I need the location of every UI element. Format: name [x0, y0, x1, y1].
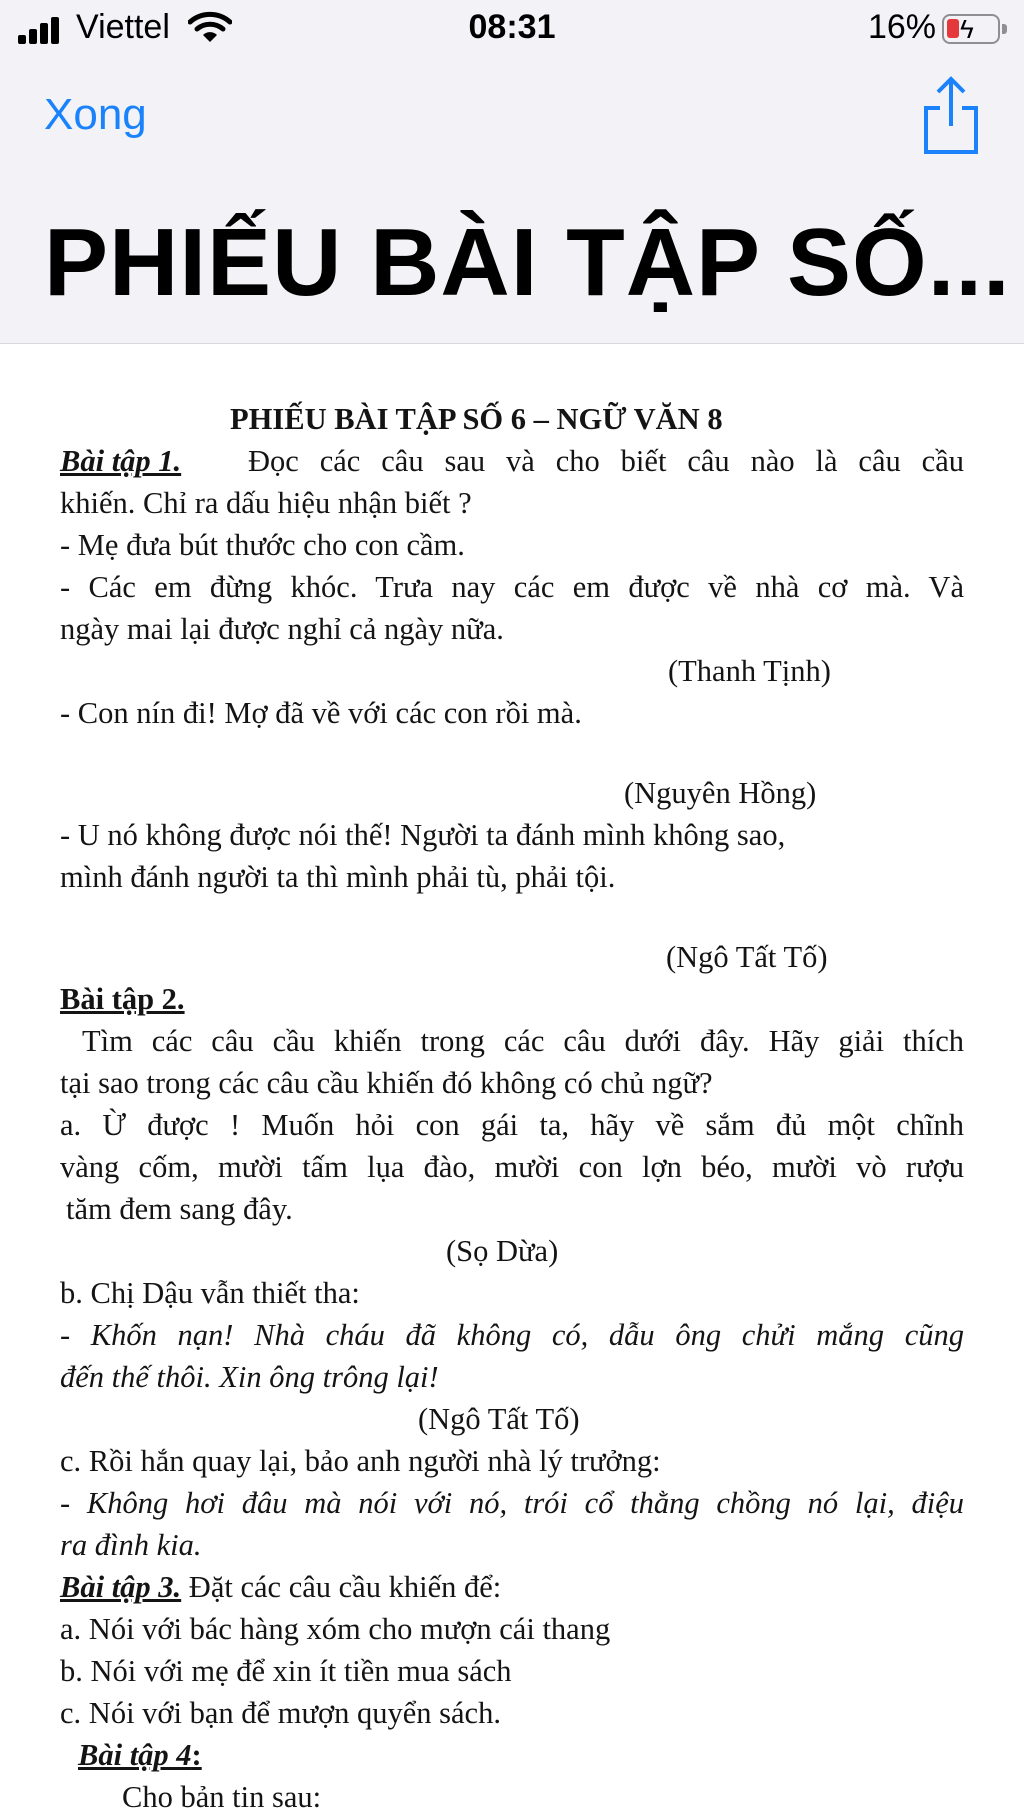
- status-time: 08:31: [468, 8, 556, 46]
- exercise-1-prompt: Đọc các câu sau và cho biết câu nào là câu cầu: [248, 444, 964, 478]
- done-button[interactable]: Xong: [44, 90, 147, 139]
- source-citation: (Ngô Tất Tố): [418, 1402, 580, 1436]
- source-citation: (Sọ Dừa): [446, 1234, 559, 1268]
- exercise-2-quote-cont: ra đình kia.: [60, 1528, 202, 1562]
- exercise-3-label: Bài tập 3.: [60, 1570, 182, 1604]
- source-citation: (Nguyên Hồng): [624, 776, 817, 810]
- worksheet-title: PHIẾU BÀI TẬP SỐ 6 – NGỮ VĂN 8: [230, 402, 723, 436]
- battery-charging-icon: ϟ: [942, 14, 1000, 44]
- exercise-4-prompt: Cho bản tin sau:: [122, 1780, 322, 1814]
- exercise-2-item-a-cont: vàng cốm, mười tấm lụa đào, mười con lợn béo, mười vò rượu: [60, 1150, 964, 1184]
- exercise-2-quote-cont: đến thế thôi. Xin ông trông lại!: [60, 1360, 439, 1394]
- exercise-2-prompt-cont: tại sao trong các câu cầu khiến đó không có chủ ngữ?: [60, 1066, 713, 1100]
- status-bar: [0, 0, 1024, 60]
- exercise-2-item-c: c. Rồi hắn quay lại, bảo anh người nhà lý trưởng:: [60, 1444, 661, 1478]
- exercise-1-label: Bài tập 1.: [60, 444, 182, 478]
- exercise-2-prompt: Tìm các câu cầu khiến trong các câu dưới đây. Hãy giải thích: [82, 1024, 964, 1058]
- exercise-2-item-b: b. Chị Dậu vẫn thiết tha:: [60, 1276, 360, 1310]
- battery-percent: 16%: [867, 8, 936, 46]
- source-citation: (Ngô Tất Tố): [666, 940, 828, 974]
- exercise-2-label: Bài tập 2.: [60, 982, 185, 1016]
- exercise-1-sentence: - U nó không được nói thế! Người ta đánh mình không sao,: [60, 818, 786, 852]
- exercise-1-sentence: - Mẹ đưa bút thước cho con cầm.: [60, 528, 465, 562]
- document-title: PHIẾU BÀI TẬP SỐ...: [44, 209, 1011, 316]
- exercise-4-colon: :: [191, 1738, 202, 1772]
- exercise-2-quote: - Khốn nạn! Nhà cháu đã không có, dẫu ông chửi mắng cũng: [60, 1318, 964, 1352]
- exercise-1-sentence-cont: ngày mai lại được nghỉ cả ngày nữa.: [60, 612, 504, 646]
- exercise-3-item: a. Nói với bác hàng xóm cho mượn cái thang: [60, 1612, 611, 1646]
- share-icon[interactable]: [920, 74, 982, 156]
- exercise-2-quote: - Không hơi đâu mà nói với nó, trói cổ thằng chồng nó lại, điệu: [60, 1486, 964, 1520]
- exercise-2-item-a: a. Ừ được ! Muốn hỏi con gái ta, hãy về sắm đủ một chĩnh: [60, 1108, 964, 1142]
- document-page: [0, 345, 1024, 1820]
- exercise-1-sentence: - Con nín đi! Mợ đã về với các con rồi mà.: [60, 696, 582, 730]
- exercise-4-heading: [78, 1739, 202, 1773]
- exercise-3-item: c. Nói với bạn để mượn quyển sách.: [60, 1696, 501, 1730]
- carrier-name: Viettel: [76, 8, 170, 46]
- viewer-header: [0, 0, 1024, 344]
- source-citation: (Thanh Tịnh): [668, 654, 831, 688]
- exercise-3-item: b. Nói với mẹ để xin ít tiền mua sách: [60, 1654, 512, 1688]
- exercise-4-label: Bài tập 4: [78, 1738, 192, 1772]
- exercise-3-heading: [60, 1571, 501, 1605]
- exercise-2-item-a-cont: tăm đem sang đây.: [66, 1192, 293, 1226]
- exercise-1-prompt-cont: khiến. Chỉ ra dấu hiệu nhận biết ?: [60, 486, 472, 520]
- exercise-1-sentence: - Các em đừng khóc. Trưa nay các em được về nhà cơ mà. Và: [60, 570, 964, 604]
- exercise-2-heading: [60, 983, 185, 1017]
- exercise-1-sentence-cont: mình đánh người ta thì mình phải tù, phải tội.: [60, 860, 616, 894]
- exercise-1-heading: [60, 445, 181, 479]
- exercise-3-prompt: Đặt các câu cầu khiến để:: [188, 1570, 502, 1604]
